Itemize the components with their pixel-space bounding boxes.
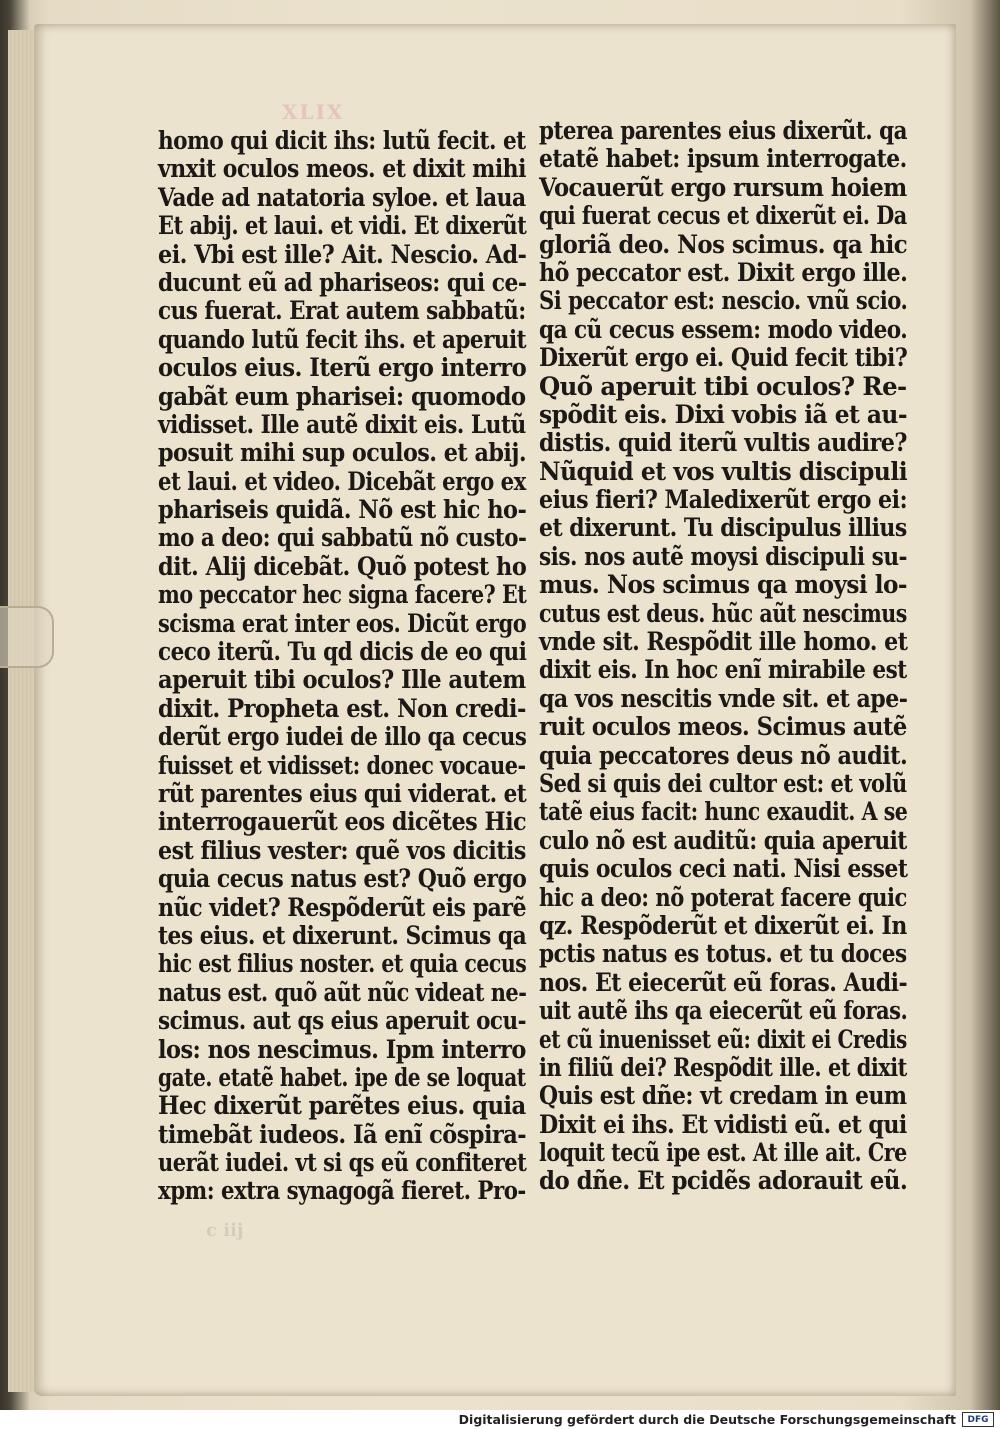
text-column-left bbox=[158, 127, 538, 1206]
text-line: derũt ergo iudei de illo qa cecus bbox=[158, 722, 527, 753]
text-line: in filiũ dei? Respõdit ille. et dixit bbox=[539, 1052, 907, 1083]
text-line: timebãt iudeos. Iã enĩ cõspira- bbox=[158, 1119, 527, 1150]
text-line: fuisset et vidisset: donec vocaue- bbox=[158, 750, 526, 781]
text-line: scimus. aut qs eius aperuit ocu- bbox=[158, 1006, 527, 1037]
text-line: quis oculos ceci nati. Nisi esset bbox=[539, 854, 908, 885]
text-line: oculos eius. Iterũ ergo interro bbox=[158, 353, 527, 384]
text-line: Dixit ei ihs. Et vidisti eũ. et qui bbox=[539, 1109, 907, 1140]
text-line: ruit oculos meos. Scimus autẽ bbox=[539, 712, 907, 743]
text-line: qui fuerat cecus et dixerũt ei. Da bbox=[539, 201, 907, 232]
text-line: nũc videt? Respõderũt eis parẽ bbox=[158, 892, 527, 923]
text-line: Et abij. et laui. et vidi. Et dixerũt bbox=[158, 211, 527, 242]
text-line: dit. Alij dicebãt. Quõ potest ho bbox=[158, 551, 527, 582]
text-line: rũt parentes eius qui viderat. et bbox=[158, 778, 527, 809]
text-line: qa cũ cecus essem: modo video. bbox=[539, 314, 908, 345]
text-line: loquit tecũ ipe est. At ille ait. Cre bbox=[539, 1138, 907, 1169]
text-line: Quis est dñe: vt credam in eum bbox=[539, 1081, 907, 1112]
text-line: homo qui dicit ihs: lutũ fecit. et bbox=[158, 126, 526, 156]
signature-mark: c iij bbox=[206, 1220, 244, 1241]
text-line: Vade ad natatoria syloe. et laua bbox=[158, 182, 526, 213]
text-line: distis. quid iterũ vultis audire? bbox=[539, 428, 907, 459]
text-line: Hec dixerũt parẽtes eius. quia bbox=[158, 1091, 526, 1122]
folio-number: XLIX bbox=[282, 100, 345, 124]
text-line: pctis natus es totus. et tu doces bbox=[539, 939, 907, 970]
text-line: mo peccator hec signa facere? Et bbox=[158, 580, 527, 611]
text-line: uerãt iudei. vt si qs eũ confiteret bbox=[158, 1148, 527, 1179]
text-line: cutus est deus. hũc aũt nescimus bbox=[539, 598, 907, 629]
text-line: gate. etatẽ habet. ipe de se loquat bbox=[158, 1062, 526, 1093]
text-line: scisma erat inter eos. Dicũt ergo bbox=[158, 608, 527, 639]
text-line: vnde sit. Respõdit ille homo. et bbox=[539, 627, 908, 658]
text-line: uit autẽ ihs qa eiecerũt eũ foras. bbox=[539, 996, 908, 1027]
text-line: Quõ aperuit tibi oculos? Re- bbox=[539, 371, 907, 402]
text-line: est filius vester: quẽ vos dicitis bbox=[158, 835, 526, 866]
text-line: nos. Et eiecerũt eũ foras. Audi- bbox=[539, 967, 908, 998]
text-line: natus est. quõ aũt nũc videat ne- bbox=[158, 977, 527, 1008]
text-line: dixit eis. In hoc enĩ mirabile est bbox=[539, 655, 907, 686]
text-line: mus. Nos scimus qa moysi lo- bbox=[539, 570, 907, 601]
text-line: et cũ inuenisset eũ: dixit ei Credis bbox=[539, 1024, 907, 1055]
text-line: ducunt eũ ad phariseos: qui ce- bbox=[158, 267, 527, 298]
text-line: eius fieri? Maledixerũt ergo ei: bbox=[539, 485, 908, 516]
text-line: aperuit tibi oculos? Ille autem bbox=[158, 665, 526, 696]
text-line: ei. Vbi est ille? Ait. Nescio. Ad- bbox=[158, 239, 527, 270]
text-line: sis. nos autẽ moysi discipuli su- bbox=[539, 541, 907, 572]
text-line: gloriã deo. Nos scimus. qa hic bbox=[539, 229, 908, 260]
text-line: tes eius. et dixerunt. Scimus qa bbox=[158, 920, 527, 951]
text-line: mo a deo: qui sabbatũ nõ custo- bbox=[158, 523, 527, 554]
text-line: Sed si quis dei cultor est: et volũ bbox=[539, 768, 907, 799]
text-line: et dixerunt. Tu discipulus illius bbox=[539, 513, 907, 544]
text-line: do dñe. Et pcidẽs adorauit eũ. bbox=[539, 1166, 908, 1197]
text-line: vnxit oculos meos. et dixit mihi bbox=[158, 154, 526, 185]
text-line: qz. Respõderũt et dixerũt ei. In bbox=[539, 910, 907, 941]
text-line: tatẽ eius facit: hunc exaudit. A se bbox=[539, 797, 908, 828]
text-line: posuit mihi sup oculos. et abij. bbox=[158, 438, 527, 469]
clip-marker bbox=[0, 606, 54, 668]
text-line: pterea parentes eius dixerũt. qa bbox=[539, 116, 907, 146]
text-line: hõ peccator est. Dixit ergo ille. bbox=[539, 257, 908, 288]
text-line: quia peccatores deus nõ audit. bbox=[539, 740, 908, 771]
text-line: hic est filius noster. et quia cecus bbox=[158, 949, 527, 980]
text-line: interrogauerũt eos dicẽtes Hic bbox=[158, 807, 527, 838]
text-line: hic a deo: nõ poterat facere quic bbox=[539, 882, 907, 913]
text-line: los: nos nescimus. Ipm interro bbox=[158, 1034, 526, 1065]
text-line: qa vos nescitis vnde sit. et ape- bbox=[539, 683, 908, 714]
text-line: Nũquid et vos vultis discipuli bbox=[539, 456, 908, 487]
text-line: et laui. et video. Dicebãt ergo ex bbox=[158, 466, 526, 497]
text-line: gabãt eum pharisei: quomodo bbox=[158, 381, 526, 412]
page-edges bbox=[8, 30, 36, 1392]
text-line: cus fuerat. Erat autem sabbatũ: bbox=[158, 296, 526, 327]
text-line: xpm: extra synagogã fieret. Pro- bbox=[158, 1176, 526, 1207]
text-line: Si peccator est: nescio. vnũ scio. bbox=[539, 286, 908, 317]
text-line: quando lutũ fecit ihs. et aperuit bbox=[158, 324, 527, 355]
text-line: spõdit eis. Dixi vobis iã et au- bbox=[539, 399, 907, 430]
text-line: phariseis quidã. Nõ est hic ho- bbox=[158, 495, 527, 526]
text-line: Vocauerũt ergo rursum hoiem bbox=[539, 172, 907, 203]
text-line: Dixerũt ergo ei. Quid fecit tibi? bbox=[539, 343, 908, 374]
text-column-right bbox=[539, 117, 919, 1196]
text-line: culo nõ est auditũ: quia aperuit bbox=[539, 825, 907, 856]
text-line: dixit. Propheta est. Non credi- bbox=[158, 693, 526, 724]
text-line: quia cecus natus est? Quõ ergo bbox=[158, 864, 527, 895]
text-line: etatẽ habet: ipsum interrogate. bbox=[539, 144, 907, 175]
dfg-logo-icon: DFG bbox=[962, 1412, 994, 1427]
footer-bar bbox=[0, 1410, 1000, 1429]
text-line: vidisset. Ille autẽ dixit eis. Lutũ bbox=[158, 409, 526, 440]
text-line: ceco iterũ. Tu qd dicis de eo qui bbox=[158, 637, 527, 668]
funding-notice: Digitalisierung gefördert durch die Deutsche Forschungsgemeinschaft bbox=[458, 1412, 956, 1427]
